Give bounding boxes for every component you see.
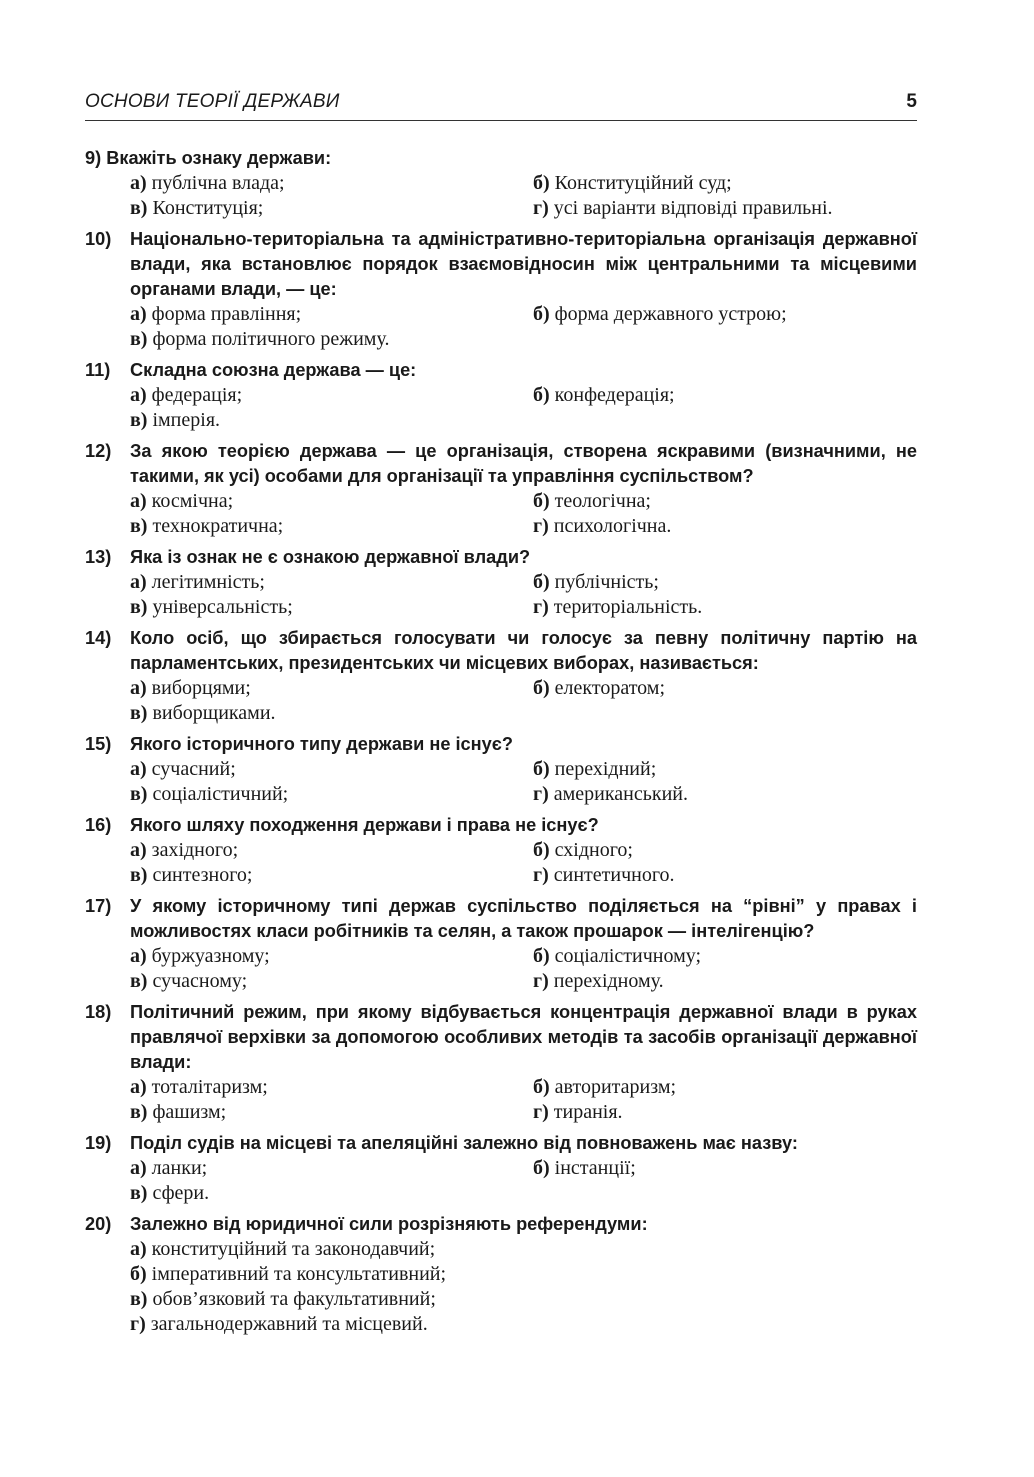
answer-letter: б) [533,384,550,406]
answer-text: конституційний та законодавчий; [151,1238,436,1260]
question-17 [85,894,917,994]
question-heading [85,358,917,383]
answer-options [130,944,917,994]
answer-text: загальнодержавний та місцевий. [150,1313,428,1335]
answer-option [533,863,917,888]
answer-letter: а) [130,1157,147,1179]
answer-text: східного; [554,839,633,861]
question-text: У якому історичному типі держав суспільство поділяється на “рівні” у правах і можливостях класи робітників та селян, а також прошарок — інтелігенцію? [130,896,917,941]
question-heading [85,1212,917,1237]
answer-text: публічність; [554,571,659,593]
answer-letter: а) [130,758,147,780]
answer-option [130,676,533,701]
question-number: 15) [85,734,112,754]
answer-letter: г) [533,515,549,537]
answer-text: ланки; [151,1157,208,1179]
answer-text: обов’язковий та факультативний; [152,1288,436,1310]
question-number: 17) [85,896,112,916]
answer-letter: в) [130,702,148,724]
answer-text: тоталітаризм; [151,1076,268,1098]
answer-text: фашизм; [152,1101,227,1123]
answer-option [130,489,533,514]
answer-letter: в) [130,783,148,805]
answer-text: перехідний; [554,758,657,780]
running-title: ОСНОВИ ТЕОРІЇ ДЕРЖАВИ [85,91,340,112]
question-text: Якого історичного типу держави не існує? [130,734,513,754]
answer-text: сучасному; [152,970,248,992]
question-text: Яка із ознак не є ознакою державної влади? [130,547,531,567]
answer-text: сфери. [152,1182,210,1204]
answer-text: Конституційний суд; [554,172,732,194]
question-heading [85,626,917,676]
answer-option [533,1100,917,1125]
question-14 [85,626,917,726]
answer-option [130,383,533,408]
answer-text: соціалістичний; [152,783,289,805]
answer-text: синтетичного. [553,864,675,886]
question-9 [85,146,917,221]
question-12 [85,439,917,539]
answer-letter: б) [533,1076,550,1098]
answer-letter: б) [533,758,550,780]
question-20 [85,1212,917,1337]
answer-text: конфедерація; [554,384,675,406]
answer-option [130,1181,533,1206]
answer-options [130,1156,917,1206]
answer-text: імперативний та консультативний; [151,1263,447,1285]
answer-option [130,514,533,539]
question-number: 10) [85,229,112,249]
question-text: Вкажіть ознаку держави: [106,148,332,168]
answer-option [533,595,917,620]
answer-letter: а) [130,677,147,699]
answer-option [130,863,533,888]
answer-text: форма політичного режиму. [152,328,390,350]
answer-text: космічна; [151,490,234,512]
answer-option [533,757,917,782]
question-16 [85,813,917,888]
answer-text: американський. [553,783,688,805]
answer-letter: б) [533,839,550,861]
answer-option [130,1156,533,1181]
answer-text: перехідному. [553,970,664,992]
answer-text: територіальність. [553,596,703,618]
answer-text: публічна влада; [151,172,285,194]
answer-option [533,489,917,514]
answer-text: форма правління; [151,303,302,325]
answer-option [533,676,917,701]
answer-text: авторитаризм; [554,1076,677,1098]
answer-letter: а) [130,839,147,861]
question-text: Якого шляху походження держави і права не існує? [130,815,599,835]
answer-text: універсальність; [152,596,293,618]
answer-text: федерація; [151,384,243,406]
answer-text: технократична; [152,515,284,537]
answer-letter: г) [533,596,549,618]
answer-option [533,171,917,196]
answer-letter: б) [533,172,550,194]
question-heading [85,146,917,171]
answer-letter: г) [533,783,549,805]
answer-option [130,171,533,196]
answer-option [533,514,917,539]
answer-option [130,1287,917,1312]
answer-options [130,171,917,221]
answer-option [130,969,533,994]
answer-options [130,1075,917,1125]
question-text: Національно-територіальна та адміністративно-територіальна організація державної влади, яка встановлює порядок взаємовідносин між центральними та місцевими органами влади, — це: [130,229,917,299]
answer-text: синтезного; [152,864,253,886]
answer-option [130,408,533,433]
answer-letter: в) [130,596,148,618]
answer-text: сучасний; [151,758,236,780]
answer-text: виборцями; [151,677,251,699]
answer-letter: г) [130,1313,146,1335]
answer-text: буржуазному; [151,945,270,967]
answer-options [130,757,917,807]
question-number: 16) [85,815,112,835]
question-number: 11) [85,360,111,380]
answer-option [533,1156,917,1181]
answer-text: легітимність; [151,571,265,593]
answer-option [533,969,917,994]
question-number: 14) [85,628,112,648]
answer-letter: а) [130,303,147,325]
page-number: 5 [906,91,917,112]
answer-option [533,1075,917,1100]
answer-letter: в) [130,515,148,537]
question-text: Залежно від юридичної сили розрізняють референдуми: [130,1214,648,1234]
answer-text: тиранія. [553,1101,623,1123]
answer-letter: г) [533,1101,549,1123]
answer-option [130,1312,917,1337]
answer-option [130,595,533,620]
answer-letter: б) [533,945,550,967]
answer-options [130,1237,917,1337]
answer-option [533,944,917,969]
answer-text: інстанції; [554,1157,636,1179]
answer-option [130,1100,533,1125]
answer-letter: в) [130,1288,148,1310]
answer-option [533,383,917,408]
question-heading [85,894,917,944]
answer-option [130,327,533,352]
answer-text: виборщиками. [152,702,276,724]
question-heading [85,1131,917,1156]
question-text: Складна союзна держава — це: [130,360,417,380]
answer-letter: в) [130,197,148,219]
answer-letter: в) [130,1182,148,1204]
answer-letter: в) [130,970,148,992]
question-number: 18) [85,1002,112,1022]
answer-letter: б) [130,1263,147,1285]
running-header [85,88,917,121]
answer-letter: а) [130,172,147,194]
answer-text: західного; [151,839,239,861]
answer-option [130,1075,533,1100]
answer-option [533,302,917,327]
question-text: Політичний режим, при якому відбувається концентрація державної влади в руках правлячої верхівки за допомогою особливих методів та засобів організації державної влади: [130,1002,917,1072]
answer-option [130,757,533,782]
answer-letter: б) [533,571,550,593]
question-text: За якою теорією держава — це організація, створена яскравими (визначними, не такими, як усі) особами для організації та управління суспільством? [130,441,917,486]
answer-options [130,489,917,539]
question-list [85,146,917,1343]
answer-text: Конституція; [152,197,264,219]
answer-letter: г) [533,197,549,219]
answer-letter: а) [130,945,147,967]
question-10 [85,227,917,352]
question-number: 9) [85,148,102,168]
question-number: 13) [85,547,112,567]
question-text: Коло осіб, що збирається голосувати чи голосує за певну політичну партію на парламентських, президентських чи місцевих виборах, називається: [130,628,917,673]
answer-letter: б) [533,490,550,512]
question-13 [85,545,917,620]
question-number: 12) [85,441,112,461]
answer-options [130,302,917,352]
answer-options [130,570,917,620]
answer-text: форма державного устрою; [554,303,787,325]
question-18 [85,1000,917,1125]
answer-option [533,782,917,807]
question-11 [85,358,917,433]
answer-options [130,676,917,726]
answer-text: імперія. [152,409,221,431]
answer-letter: г) [533,970,549,992]
answer-text: електоратом; [554,677,666,699]
answer-options [130,383,917,433]
question-heading [85,227,917,302]
answer-option [130,701,533,726]
answer-option [130,570,533,595]
answer-letter: в) [130,409,148,431]
answer-letter: г) [533,864,549,886]
question-19 [85,1131,917,1206]
answer-option [533,196,917,221]
answer-letter: в) [130,1101,148,1123]
answer-option [130,302,533,327]
question-15 [85,732,917,807]
answer-text: психологічна. [553,515,672,537]
answer-option [130,838,533,863]
answer-option [130,782,533,807]
question-text: Поділ судів на місцеві та апеляційні залежно від повноважень має назву: [130,1133,798,1153]
answer-letter: б) [533,303,550,325]
answer-option [130,1237,917,1262]
question-number: 19) [85,1133,112,1153]
answer-letter: а) [130,1076,147,1098]
question-heading [85,439,917,489]
answer-letter: а) [130,1238,147,1260]
answer-options [130,838,917,888]
question-heading [85,545,917,570]
answer-option [130,944,533,969]
answer-letter: а) [130,490,147,512]
answer-letter: б) [533,677,550,699]
answer-text: теологічна; [554,490,651,512]
question-heading [85,732,917,757]
answer-letter: в) [130,864,148,886]
question-heading [85,1000,917,1075]
answer-option [533,570,917,595]
answer-letter: в) [130,328,148,350]
answer-letter: б) [533,1157,550,1179]
answer-letter: а) [130,384,147,406]
answer-letter: а) [130,571,147,593]
answer-text: соціалістичному; [554,945,702,967]
question-number: 20) [85,1214,112,1234]
answer-text: усі варіанти відповіді правильні. [553,197,833,219]
question-heading [85,813,917,838]
answer-option [130,196,533,221]
answer-option [533,838,917,863]
answer-option [130,1262,917,1287]
